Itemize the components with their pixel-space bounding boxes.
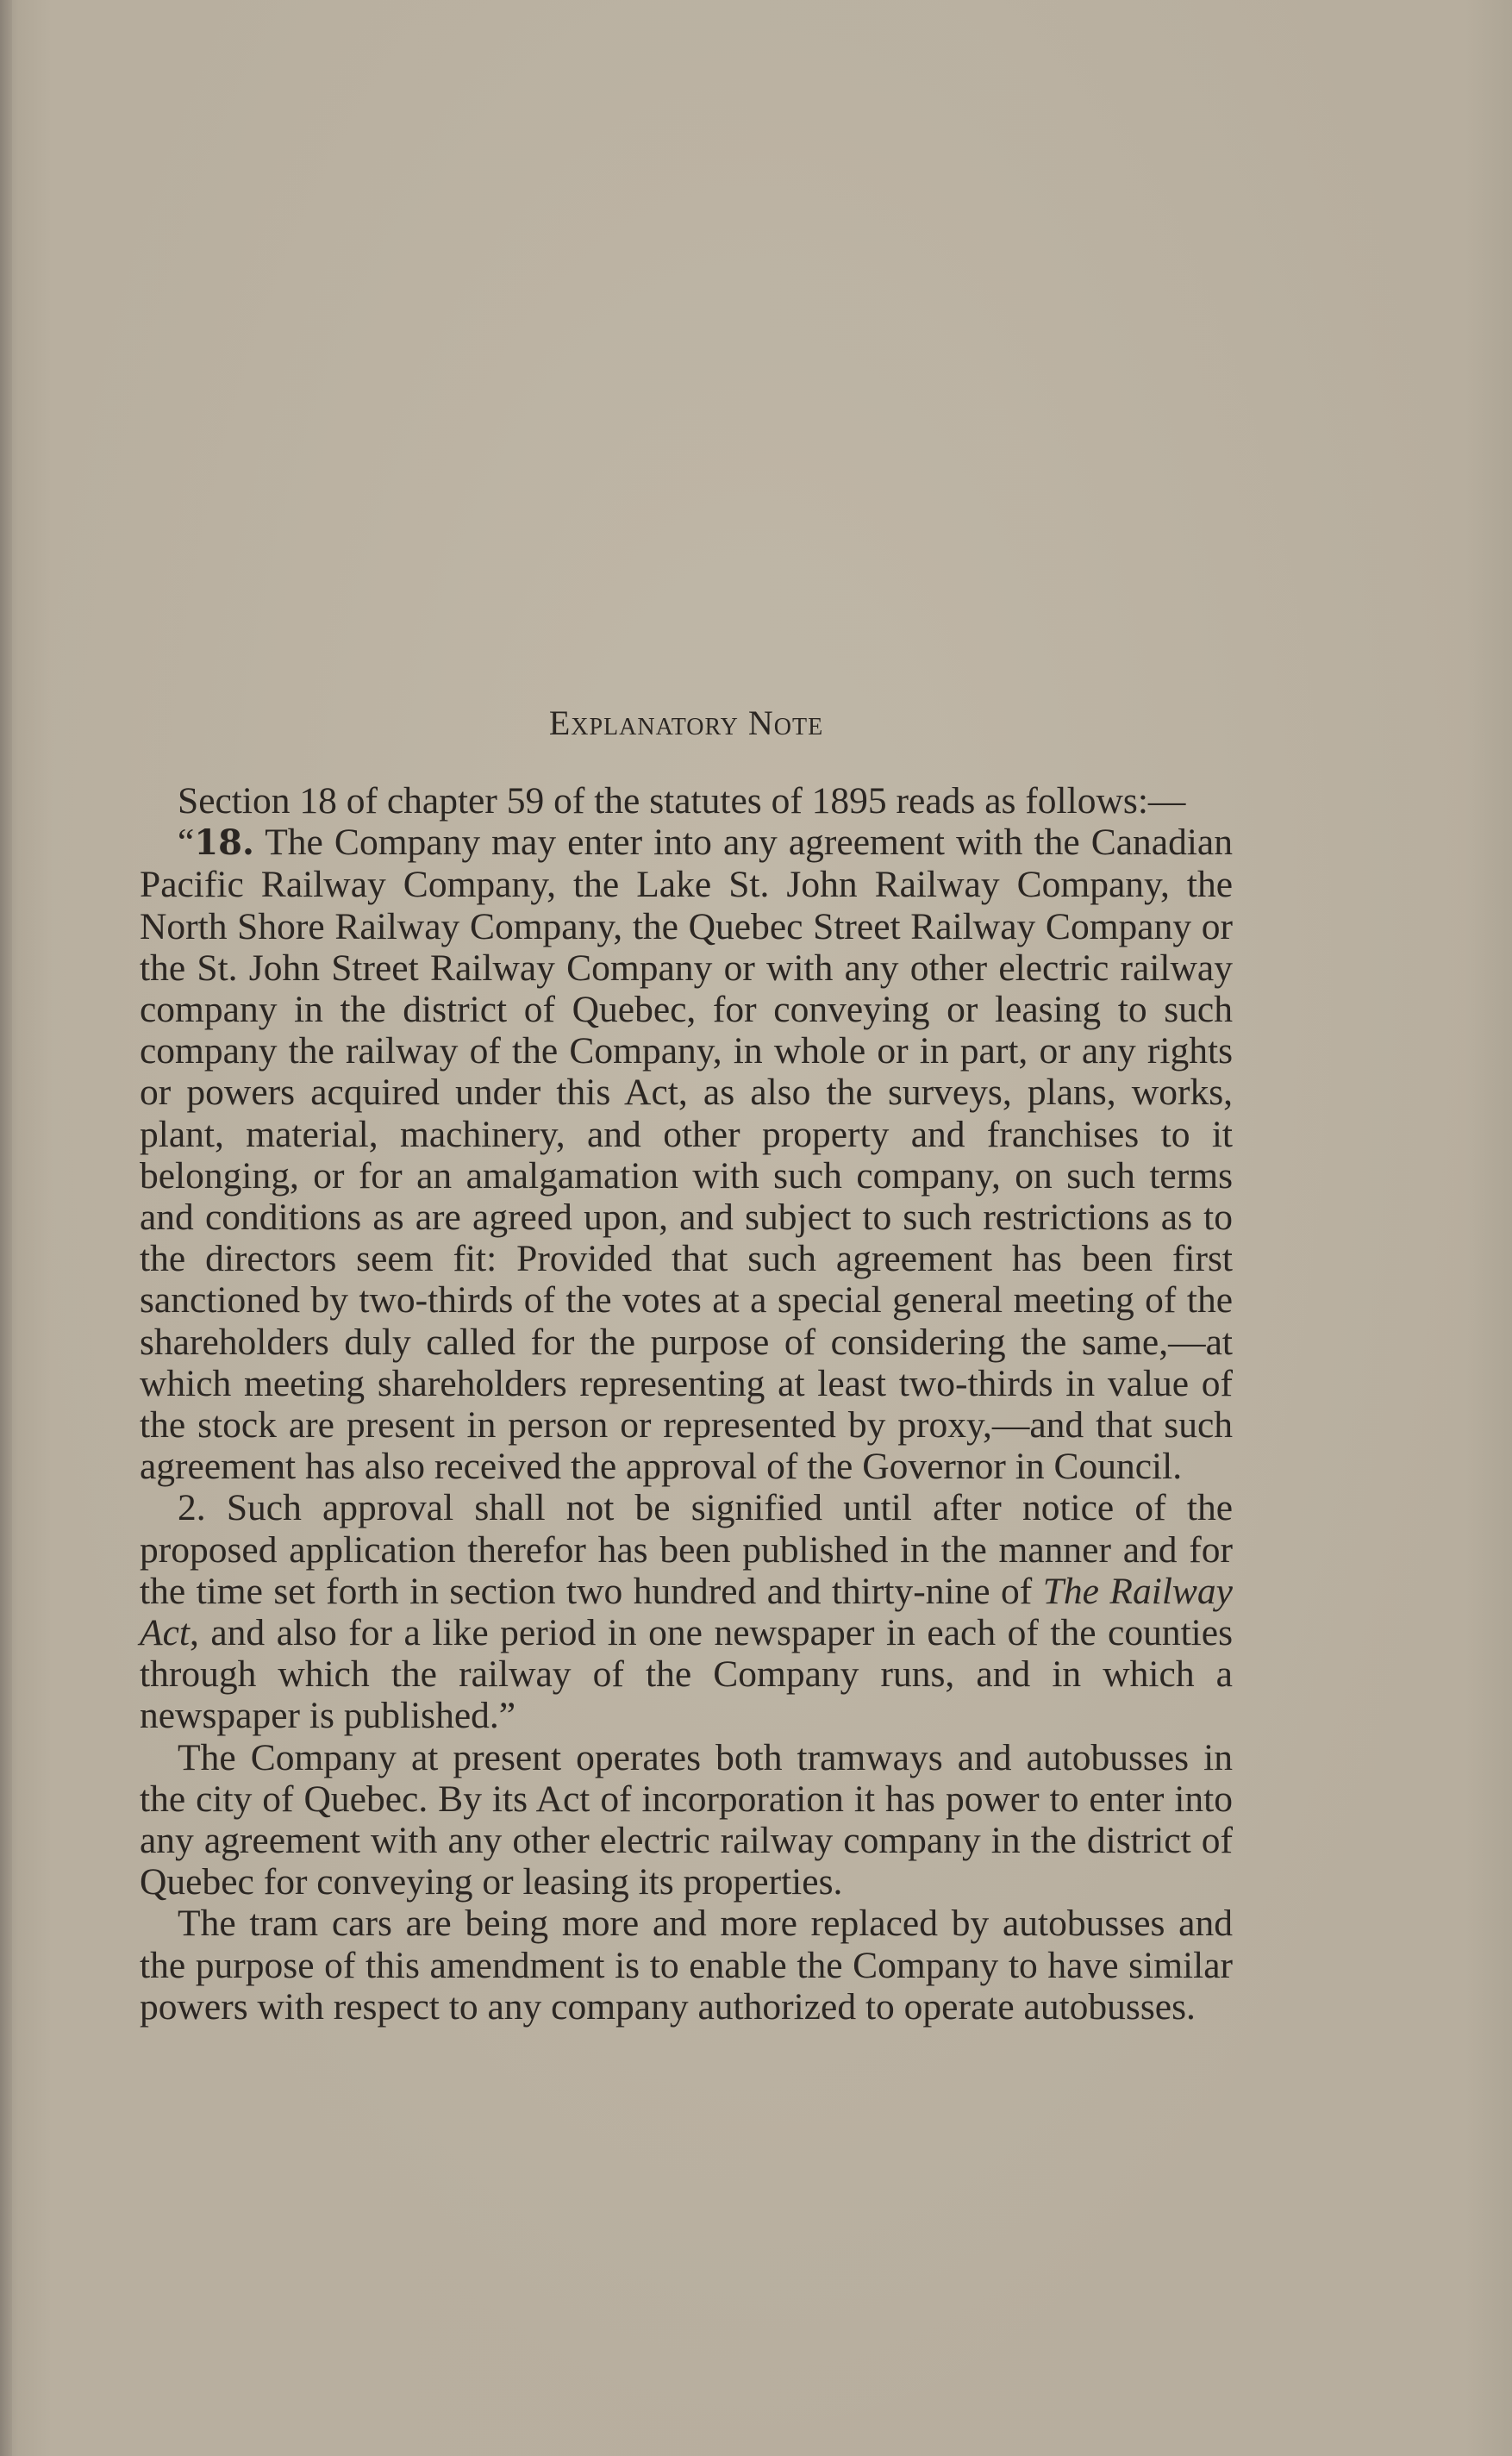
subsection-2-text-start: 2. Such approval shall not be signified until after notice of the proposed application therefor has been published in the manner and for the time set forth in section two hundred and thirty-nine of (140, 1487, 1233, 1612)
opening-quote: “ (178, 822, 195, 864)
act-title: The Railway Act (140, 1570, 1233, 1654)
subsection-2-text-end: , and also for a like period in one newspaper in each of the counties through which the railway of the Company runs, and in which a newspaper is published.” (140, 1612, 1233, 1737)
document-body (140, 780, 1233, 2028)
section-18-text: The Company may enter into any agreement with the Canadian Pacific Railway Company, the Lake St. John Railway Company, the North Shore Railway Company, the Quebec Street Railway Company or the St. John Street Railway Company or with any other electric railway company in the district of Quebec, for conveying or leasing to such company the railway of the Company, in whole or in part, or any rights or powers acquired under this Act, as also the surveys, plans, works, plant, material, machinery, and other property and franchises to it belonging, or for an amalgamation with such company, on such terms and conditions as are agreed upon, and subject to such restrictions as to the directors seem fit: Provided that such agreement has been first sanctioned by two-thirds of the votes at a special general meeting of the shareholders duly called for the purpose of considering the same,—at which meeting shareholders representing at least two-thirds in value of the stock are present in person or represented by proxy,—and that such agreement has also received the approval of the Governor in Council. (140, 822, 1233, 1488)
purpose-paragraph: The tram cars are being more and more replaced by autobusses and the purpose of this amendment is to enable the Company to have similar powers with respect to any company authorized to operate autobusses. (140, 1903, 1233, 2028)
intro-paragraph: Section 18 of chapter 59 of the statutes of 1895 reads as follows:— (178, 780, 1186, 822)
document-page (140, 0, 1233, 2456)
section-number: 18. (194, 822, 254, 864)
operations-paragraph: The Company at present operates both tramways and autobusses in the city of Quebec. By its Act of incorporation it has power to enter into any agreement with any other electric railway company in the district of Quebec for conveying or leasing its properties. (140, 1736, 1233, 1903)
page-heading: Explanatory Note (548, 703, 824, 742)
quoted-section-18 (140, 822, 1233, 1487)
page-binding-edge (0, 0, 12, 2456)
subsection-2 (140, 1487, 1233, 1736)
